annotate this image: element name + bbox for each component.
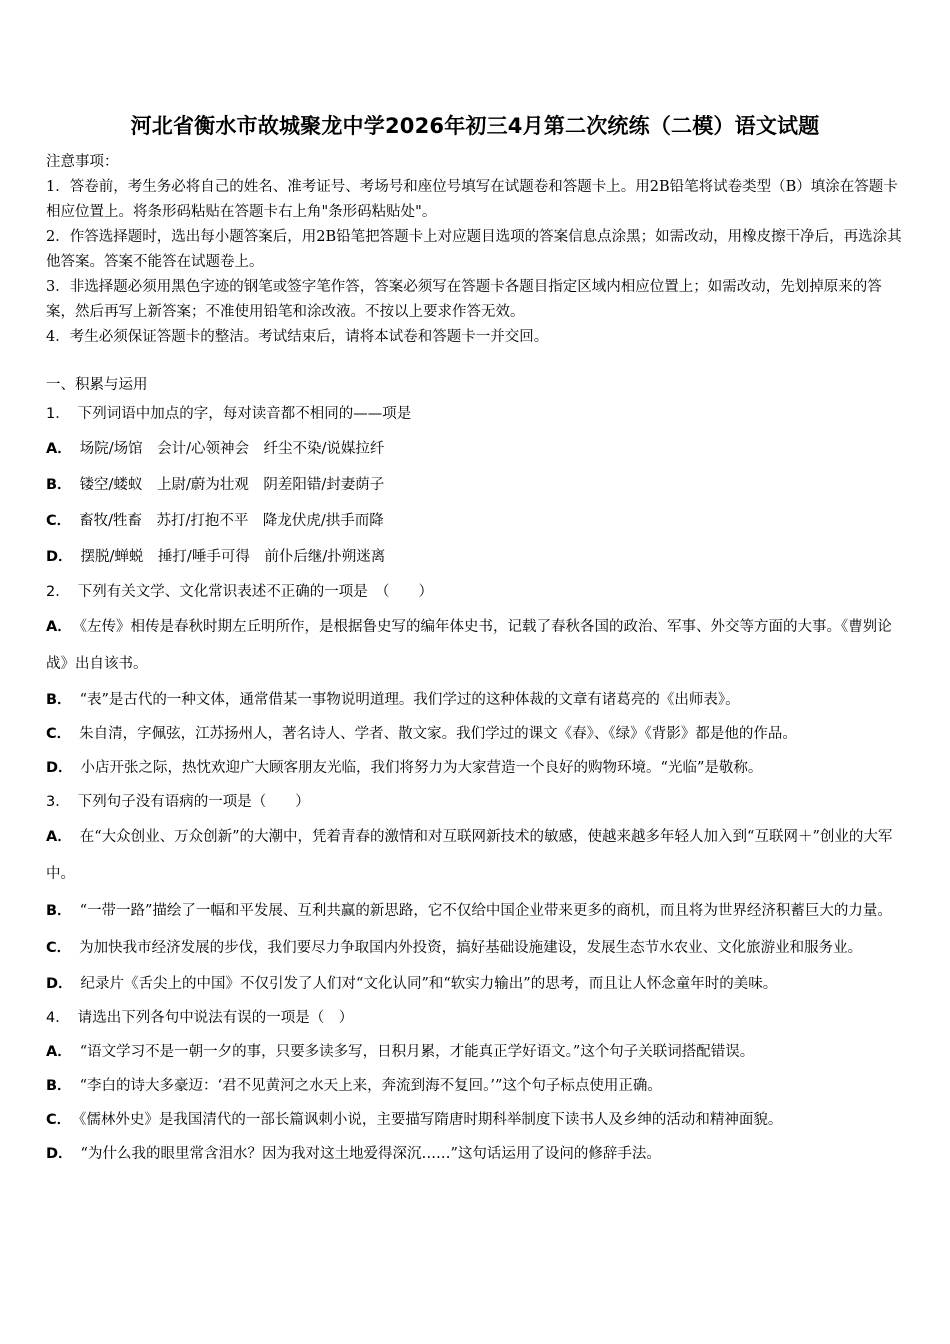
question-stem	[46, 785, 908, 819]
option-label: D．	[46, 976, 73, 992]
question-2	[46, 575, 908, 785]
notice-item: 4．考生必须保证答题卡的整洁。考试结束后，请将本试卷和答题卡一并交回。	[46, 329, 549, 345]
option-label: B．	[46, 1078, 72, 1094]
question-text: 请选出下列各句中说法有误的一项是（ ）	[77, 1010, 354, 1026]
option-text: 摆脱/蝉蜕 捶打/唾手可得 前仆后继/扑朔迷离	[80, 549, 386, 565]
question-text: 下列词语中加点的字，每对读音都不相同的——项是	[77, 406, 412, 422]
question-text: 下列句子没有语病的一项是（ ）	[77, 794, 310, 810]
option-label: C．	[46, 726, 72, 742]
question-3	[46, 785, 908, 1001]
option-text: 镂空/蝼蚁 上尉/蔚为壮观 阴差阳错/封妻荫子	[79, 477, 385, 493]
option-text: 畜牧/牲畜 苏打/打抱不平 降龙伏虎/拱手而降	[79, 513, 384, 529]
option-label: A．	[46, 1044, 72, 1060]
option-label: A．	[46, 441, 72, 457]
option-text: “一带一路”描绘了一幅和平发展、互利共赢的新思路，它不仅给中国企业带来更多的商机，而且将为世界经济积蓄巨大的力量。	[79, 903, 892, 919]
question-text: 下列有关文学、文化常识表述不正确的一项是 （ ）	[77, 584, 433, 600]
option-a	[46, 609, 908, 683]
option-d	[46, 539, 908, 575]
option-b	[46, 467, 908, 503]
option-text: 为加快我市经济发展的步伐，我们要尽力争取国内外投资，搞好基础设施建设，发展生态节水农业、文化旅游业和服务业。	[79, 940, 863, 956]
question-stem	[46, 1001, 908, 1035]
question-number: 2．	[46, 584, 70, 600]
question-stem	[46, 575, 908, 609]
question-number: 4．	[46, 1010, 70, 1026]
option-text: 朱自清，字佩弦，江苏扬州人，著名诗人、学者、散文家。我们学过的课文《春》、《绿》《背影》都是他的作品。	[79, 726, 797, 742]
option-c	[46, 503, 908, 539]
notice-item: 2．作答选择题时，选出每小题答案后，用2B铅笔把答题卡上对应题目选项的答案信息点涂黑；如需改动，用橡皮擦干净后，再选涂其他答案。答案不能答在试题卷上。	[46, 229, 902, 270]
option-label: D．	[46, 549, 73, 565]
option-a	[46, 819, 908, 893]
option-text: 场院/场馆 会计/心领神会 纤尘不染/说媒拉纤	[79, 441, 385, 457]
notice-item: 3．非选择题必须用黑色字迹的钢笔或签字笔作答，答案必须写在答题卡各题目指定区域内相应位置上；如需改动，先划掉原来的答案，然后再写上新答案；不准使用铅笔和涂改液。不按以上要求作答无效。	[46, 279, 882, 320]
option-label: B．	[46, 903, 72, 919]
question-number: 1．	[46, 406, 70, 422]
option-text: “为什么我的眼里常含泪水？因为我对这土地爱得深沉……”这句话运用了设问的修辞手法。	[80, 1146, 661, 1162]
option-label: B．	[46, 692, 72, 708]
question-stem	[46, 397, 908, 431]
option-c	[46, 1103, 908, 1137]
option-b	[46, 893, 908, 930]
option-label: C．	[46, 940, 72, 956]
option-text: “表”是古代的一种文体，通常借某一事物说明道理。我们学过的这种体裁的文章有诸葛亮的《出师表》。	[79, 692, 740, 708]
option-text: 《儒林外史》是我国清代的一部长篇讽刺小说，主要描写隋唐时期科举制度下读书人及乡绅的活动和精神面貌。	[79, 1112, 783, 1128]
question-1	[46, 397, 908, 575]
option-text: 小店开张之际，热忱欢迎广大顾客朋友光临，我们将努力为大家营造一个良好的购物环境。“光临”是敬称。	[80, 760, 763, 776]
option-text: 纪录片《舌尖上的中国》不仅引发了人们对“文化认同”和“软实力输出”的思考，而且让人怀念童年时的美味。	[80, 976, 778, 992]
question-4	[46, 1001, 908, 1171]
notice-item: 1．答卷前，考生务必将自己的姓名、准考证号、考场号和座位号填写在试题卷和答题卡上。用2B铅笔将试卷类型（B）填涂在答题卡相应位置上。将条形码粘贴在答题卡右上角"条形码粘贴处"。	[46, 179, 898, 220]
option-c	[46, 930, 908, 967]
option-label: D．	[46, 1146, 73, 1162]
option-c	[46, 717, 908, 751]
section-heading: 一、积累与运用	[46, 377, 148, 393]
exam-body	[46, 373, 908, 1171]
option-label: A．	[46, 619, 72, 635]
question-number: 3．	[46, 794, 70, 810]
option-label: D．	[46, 760, 73, 776]
option-a	[46, 1035, 908, 1069]
option-d	[46, 751, 908, 785]
option-a	[46, 431, 908, 467]
option-text: “李白的诗大多豪迈：‘君不见黄河之水天上来，奔流到海不复回。’”这个句子标点使用正确。	[79, 1078, 662, 1094]
option-label: A．	[46, 829, 72, 845]
option-d	[46, 1137, 908, 1171]
option-label: B．	[46, 477, 72, 493]
option-label: C．	[46, 1112, 72, 1128]
option-text: “语文学习不是一朝一夕的事，只要多读多写，日积月累，才能真正学好语文。”这个句子关联词搭配错误。	[79, 1044, 755, 1060]
notice-block	[46, 150, 908, 350]
option-d	[46, 967, 908, 1001]
option-text: 在“大众创业、万众创新”的大潮中，凭着青春的激情和对互联网新技术的敏感，使越来越多年轻人加入到“互联网＋”创业的大军中。	[46, 829, 893, 882]
option-label: C．	[46, 513, 72, 529]
page-title: 河北省衡水市故城聚龙中学2026年初三4月第二次统练（二模）语文试题	[130, 114, 820, 138]
notice-heading: 注意事项：	[46, 154, 119, 170]
option-b	[46, 1069, 908, 1103]
option-text: 《左传》相传是春秋时期左丘明所作，是根据鲁史写的编年体史书，记载了春秋各国的政治、军事、外交等方面的大事。《曹刿论战》出自该书。	[46, 619, 892, 672]
option-b	[46, 683, 908, 717]
